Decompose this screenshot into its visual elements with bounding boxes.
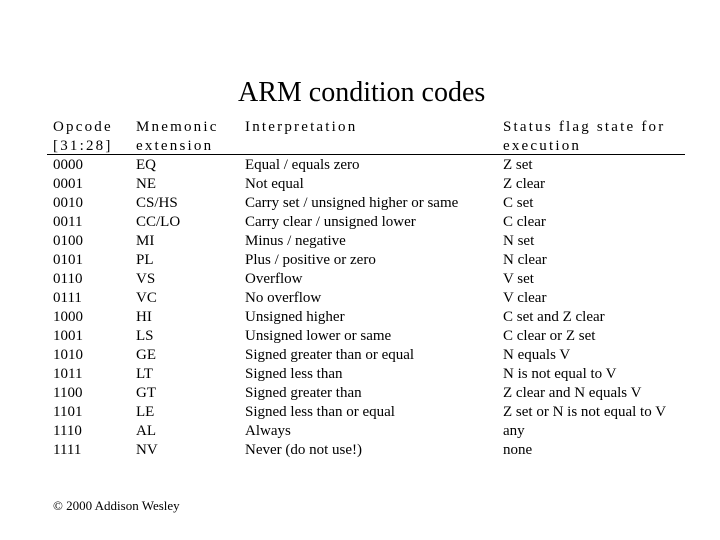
opcode-cell: 1110 bbox=[53, 423, 82, 439]
mnemonic-cell: NE bbox=[136, 176, 156, 192]
copyright-footer: © 2000 Addison Wesley bbox=[53, 498, 180, 513]
status-flag-cell: C clear bbox=[503, 214, 546, 230]
interpretation-cell: Signed less than bbox=[245, 366, 343, 382]
mnemonic-cell: MI bbox=[136, 233, 155, 249]
mnemonic-cell: LT bbox=[136, 366, 153, 382]
interpretation-cell: Signed less than or equal bbox=[245, 404, 395, 420]
mnemonic-cell: HI bbox=[136, 309, 152, 325]
table-row bbox=[0, 156, 720, 175]
opcode-cell: 1111 bbox=[53, 442, 82, 458]
interpretation-cell: Not equal bbox=[245, 176, 304, 192]
interpretation-cell: Carry set / unsigned higher or same bbox=[245, 195, 459, 211]
interpretation-cell: Unsigned higher bbox=[245, 309, 345, 325]
table-row bbox=[0, 384, 720, 403]
table-row bbox=[0, 194, 720, 213]
header-mnemonic bbox=[136, 118, 219, 156]
table-row bbox=[0, 289, 720, 308]
interpretation-cell: Equal / equals zero bbox=[245, 157, 360, 173]
interpretation-cell: Never (do not use!) bbox=[245, 442, 363, 458]
status-flag-cell: N set bbox=[503, 233, 535, 249]
opcode-cell: 1001 bbox=[53, 328, 83, 344]
table-row bbox=[0, 270, 720, 289]
mnemonic-cell: NV bbox=[136, 442, 158, 458]
status-flag-cell: N clear bbox=[503, 252, 547, 268]
opcode-cell: 0010 bbox=[53, 195, 83, 211]
table-row bbox=[0, 441, 720, 460]
status-flag-cell: Z set or N is not equal to V bbox=[503, 404, 667, 420]
table-row bbox=[0, 308, 720, 327]
mnemonic-cell: EQ bbox=[136, 157, 156, 173]
interpretation-cell: Plus / positive or zero bbox=[245, 252, 376, 268]
table-row bbox=[0, 327, 720, 346]
opcode-cell: 0011 bbox=[53, 214, 83, 230]
opcode-cell: 0111 bbox=[53, 290, 82, 306]
header-status bbox=[503, 118, 665, 156]
table-row bbox=[0, 403, 720, 422]
opcode-cell: 1100 bbox=[53, 385, 83, 401]
header-divider bbox=[47, 154, 685, 155]
table-row bbox=[0, 175, 720, 194]
status-flag-cell: V set bbox=[503, 271, 534, 287]
mnemonic-cell: PL bbox=[136, 252, 154, 268]
header-interpretation-line1: Interpretation bbox=[245, 119, 358, 135]
status-flag-cell: V clear bbox=[503, 290, 547, 306]
opcode-cell: 0000 bbox=[53, 157, 83, 173]
slide-title-text: ARM condition codes bbox=[238, 77, 486, 108]
status-flag-cell: C clear or Z set bbox=[503, 328, 596, 344]
opcode-cell: 1010 bbox=[53, 347, 83, 363]
interpretation-cell: Overflow bbox=[245, 271, 303, 287]
status-flag-cell: any bbox=[503, 423, 525, 439]
mnemonic-cell: GT bbox=[136, 385, 156, 401]
interpretation-cell: Always bbox=[245, 423, 291, 439]
opcode-cell: 1000 bbox=[53, 309, 83, 325]
status-flag-cell: Z set bbox=[503, 157, 533, 173]
header-opcode-line1: Opcode bbox=[53, 119, 113, 135]
header-status-line2: execution bbox=[503, 138, 582, 154]
opcode-cell: 0110 bbox=[53, 271, 83, 287]
opcode-cell: 0101 bbox=[53, 252, 83, 268]
mnemonic-cell: LS bbox=[136, 328, 154, 344]
interpretation-cell: Unsigned lower or same bbox=[245, 328, 392, 344]
header-status-line1: Status flag state for bbox=[503, 119, 666, 135]
mnemonic-cell: CC/LO bbox=[136, 214, 181, 230]
mnemonic-cell: CS/HS bbox=[136, 195, 178, 211]
interpretation-cell: No overflow bbox=[245, 290, 322, 306]
status-flag-cell: C set and Z clear bbox=[503, 309, 605, 325]
interpretation-cell: Carry clear / unsigned lower bbox=[245, 214, 416, 230]
interpretation-cell: Signed greater than or equal bbox=[245, 347, 415, 363]
status-flag-cell: Z clear bbox=[503, 176, 546, 192]
opcode-cell: 1011 bbox=[53, 366, 83, 382]
mnemonic-cell: GE bbox=[136, 347, 156, 363]
mnemonic-cell: VC bbox=[136, 290, 157, 306]
status-flag-cell: none bbox=[503, 442, 533, 458]
status-flag-cell: N equals V bbox=[503, 347, 571, 363]
header-mnemonic-line2: extension bbox=[136, 138, 214, 154]
interpretation-cell: Minus / negative bbox=[245, 233, 346, 249]
table-row bbox=[0, 422, 720, 441]
header-opcode bbox=[53, 118, 113, 156]
table-row bbox=[0, 213, 720, 232]
opcode-cell: 0001 bbox=[53, 176, 83, 192]
table-row bbox=[0, 346, 720, 365]
opcode-cell: 0100 bbox=[53, 233, 83, 249]
header-interpretation bbox=[245, 118, 357, 137]
mnemonic-cell: AL bbox=[136, 423, 156, 439]
header-opcode-line2: [31:28] bbox=[53, 138, 113, 154]
status-flag-cell: Z clear and N equals V bbox=[503, 385, 642, 401]
opcode-cell: 1101 bbox=[53, 404, 83, 420]
mnemonic-cell: LE bbox=[136, 404, 155, 420]
table-row bbox=[0, 251, 720, 270]
interpretation-cell: Signed greater than bbox=[245, 385, 362, 401]
mnemonic-cell: VS bbox=[136, 271, 156, 287]
table-row bbox=[0, 365, 720, 384]
status-flag-cell: C set bbox=[503, 195, 534, 211]
header-mnemonic-line1: Mnemonic bbox=[136, 119, 219, 135]
status-flag-cell: N is not equal to V bbox=[503, 366, 617, 382]
table-row bbox=[0, 232, 720, 251]
